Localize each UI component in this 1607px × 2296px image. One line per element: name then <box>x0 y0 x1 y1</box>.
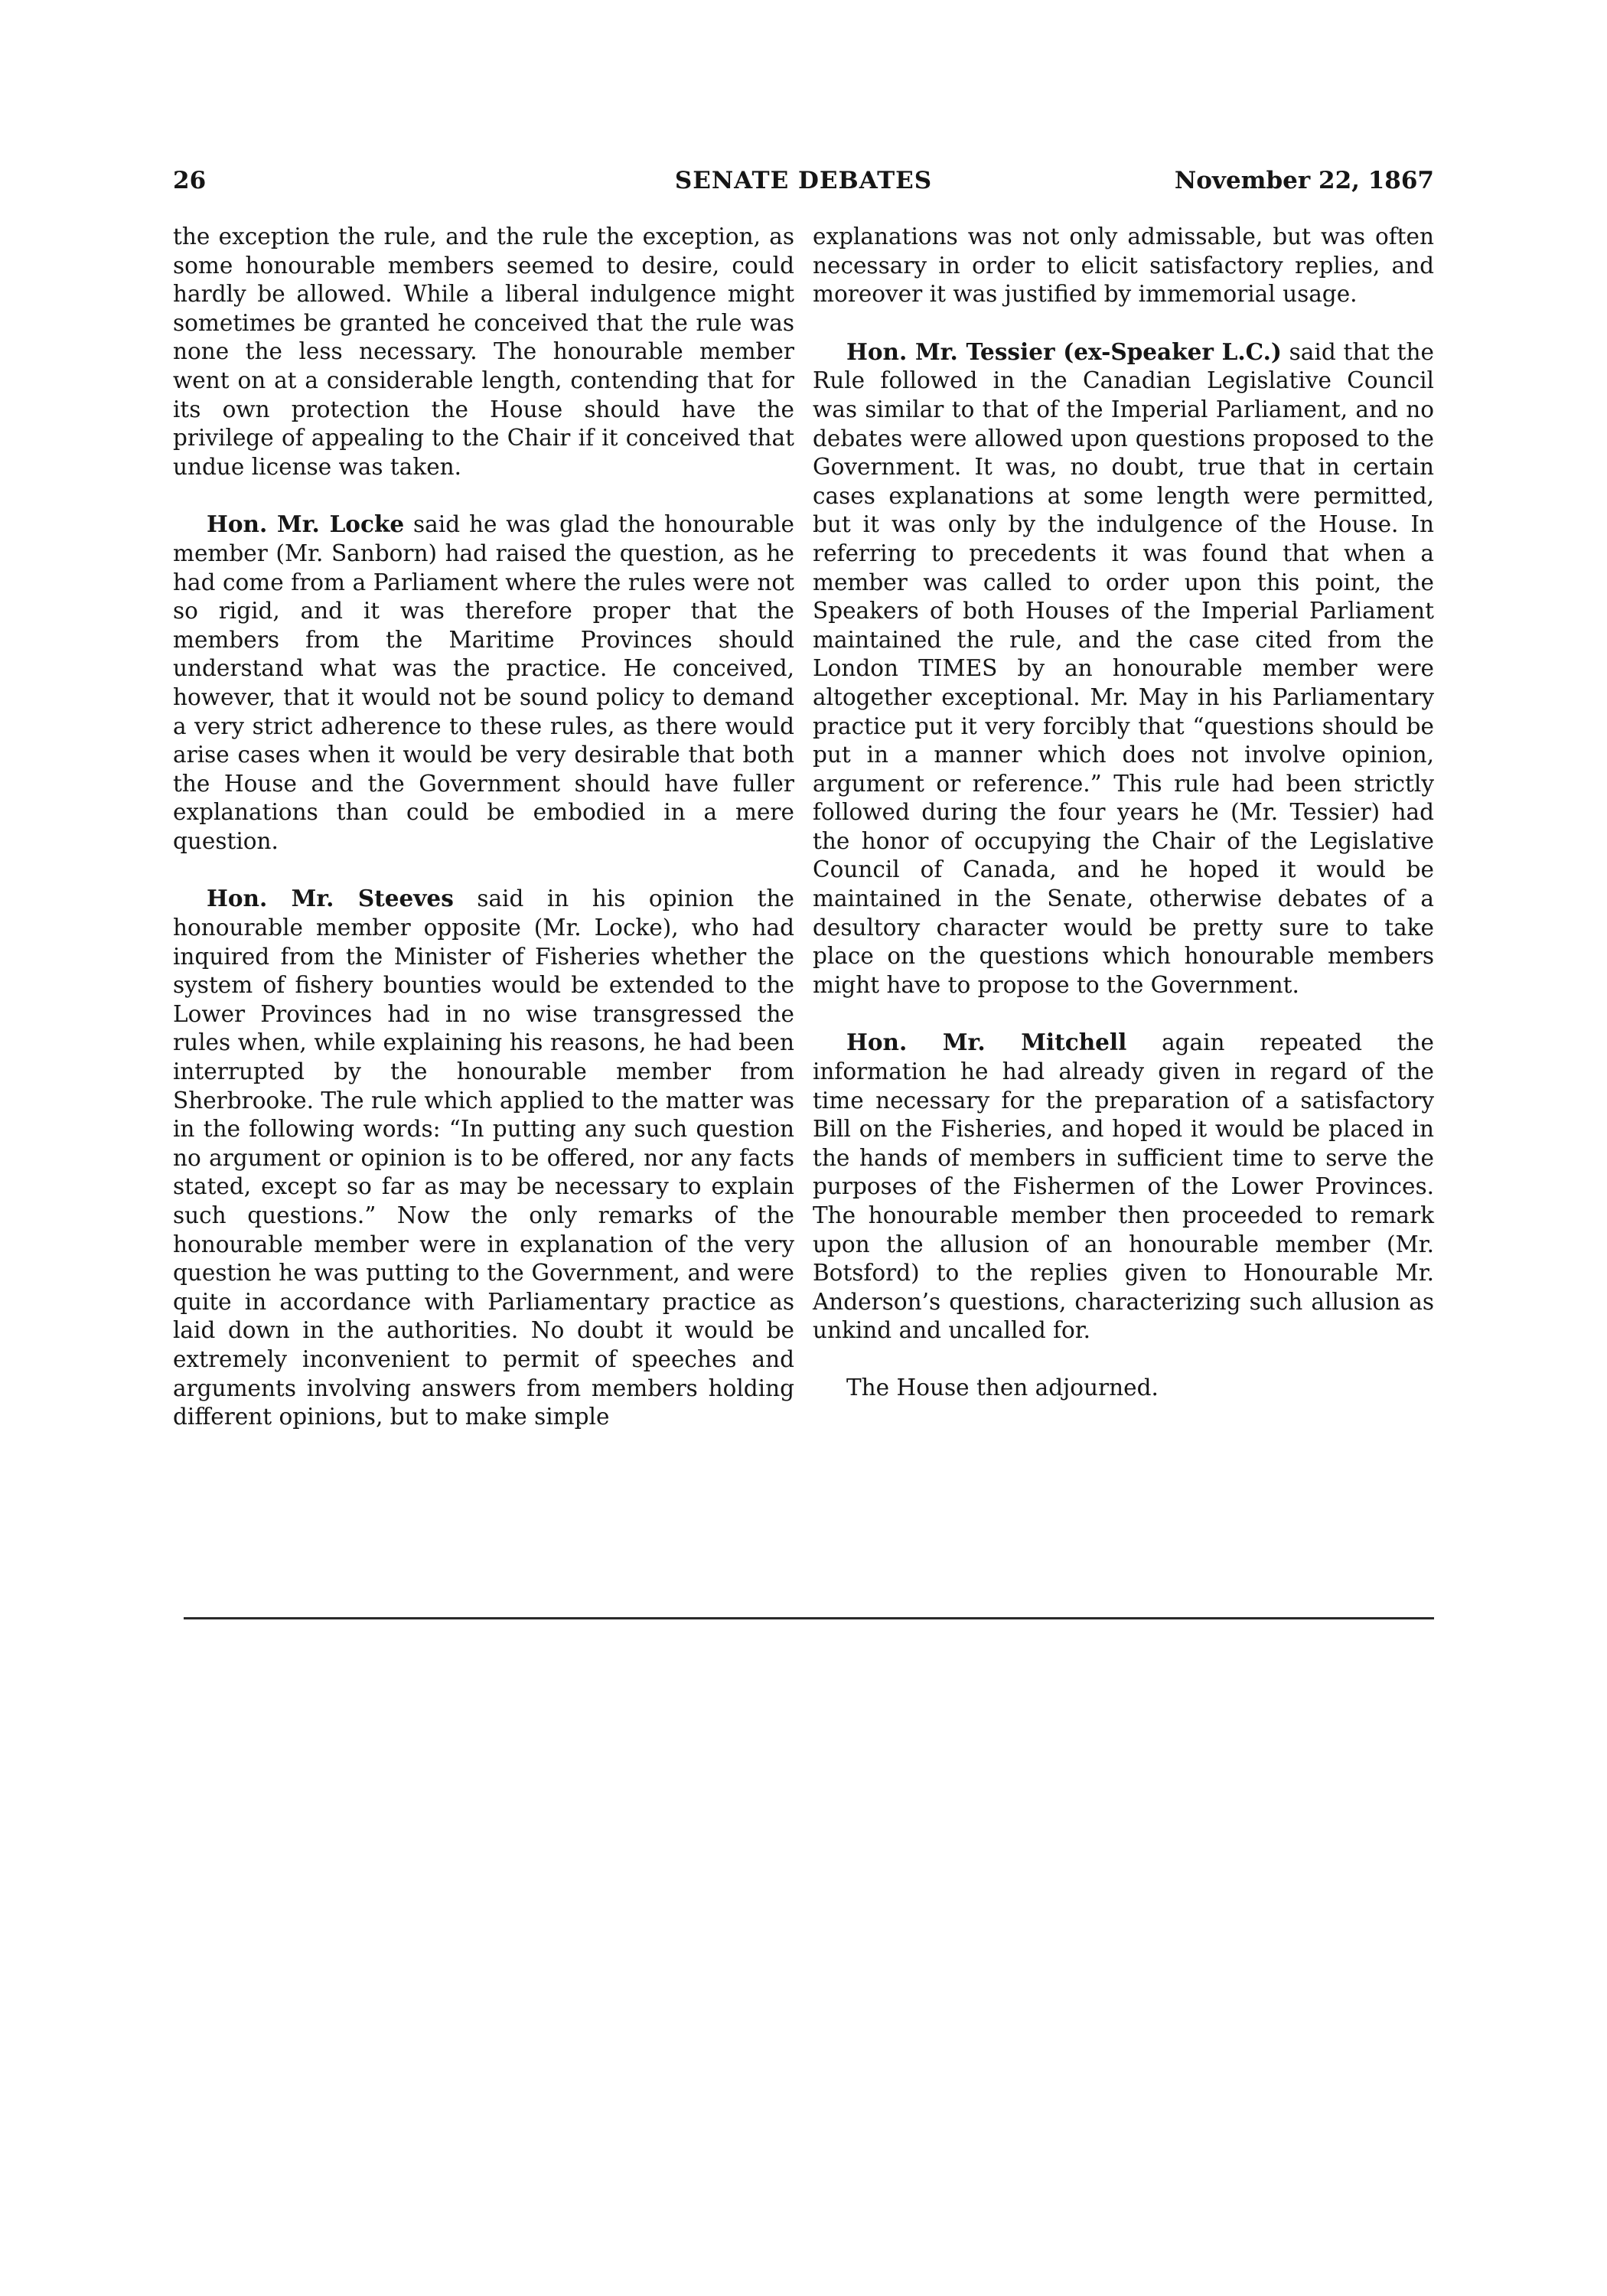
page-header <box>173 167 1434 204</box>
paragraph-locke <box>173 510 794 856</box>
paragraph-adjournment <box>813 1374 1434 1403</box>
paragraph-steeves <box>173 884 794 1431</box>
paragraph-text: explanations was not only admissable, but was often necessary in order to elicit satisfactory replies, and moreover it was justified by immemorial usage. <box>813 223 1434 308</box>
speaker-name: Hon. Mr. Steeves <box>207 885 454 912</box>
paragraph-text: said in his opinion the honourable member opposite (Mr. Locke), who had inquired from the Minister of Fisheries whether the system of fishery bounties would be extended to the Lower Provinces had in no wise transgressed the rules when, while explaining his reasons, he had been interrupted by the honourable member from Sherbrooke. The rule which applied to the matter was in the following words: “In putting any such question no argument or opinion is to be offered, nor any facts stated, except so far as may be necessary to explain such questions.” Now the only remarks of the honourable member were in explanation of the very question he was putting to the Government, and were quite in accordance with Parliamentary practice as laid down in the authorities. No doubt it would be extremely inconvenient to permit of speeches and arguments involving answers from members holding different opinions, but to make simple <box>173 885 794 1430</box>
publication-title: SENATE DEBATES <box>674 167 933 194</box>
paragraph-tessier <box>813 338 1434 1000</box>
paragraph-mitchell <box>813 1028 1434 1345</box>
paragraph-text: said that the Rule followed in the Canadian Legislative Council was similar to that of the Imperial Parliament, and no debates were allowed upon questions proposed to the Government. It was, no doubt, true that in certain cases explanations at some length were permitted, but it was only by the indulgence of the House. In referring to precedents it was found that when a member was called to order upon this point, the Speakers of both Houses of the Imperial Parliament maintained the rule, and the case cited from the London TIMES by an honourable member were altogether exceptional. Mr. May in his Parliamentary practice put it very forcibly that “questions should be put in a manner which does not involve opinion, argument or reference.” This rule had been strictly followed during the four years he (Mr. Tessier) had the honor of occupying the Chair of the Legislative Council of Canada, and he hoped it would be maintained in the Senate, otherwise debates of a desultory character would be pretty sure to take place on the questions which honourable members might have to propose to the Government. <box>813 338 1434 998</box>
left-column <box>173 223 794 1460</box>
page-number: 26 <box>173 167 207 194</box>
paragraph-continuation <box>813 223 1434 309</box>
paragraph-text: again repeated the information he had already given in regard of the time necessary for the preparation of a satisfactory Bill on the Fisheries, and hoped it would be placed in the hands of members in sufficient time to serve the purposes of the Fishermen of the Lower Provinces. The honourable member then proceeded to remark upon the allusion of an honourable member (Mr. Botsford) to the replies given to Honourable Mr. Anderson’s questions, characterizing such allusion as unkind and uncalled for. <box>813 1029 1434 1344</box>
paragraph-text: The House then adjourned. <box>846 1374 1159 1401</box>
right-column <box>813 223 1434 1431</box>
paragraph-text: said he was glad the honourable member (Mr. Sanborn) had raised the question, as he had come from a Parliament where the rules were not so rigid, and it was therefore proper that the members from the Maritime Provinces should understand what was the practice. He conceived, however, that it would not be sound policy to demand a very strict adherence to these rules, as there would arise cases when it would be very desirable that both the House and the Government should have fuller explanations than could be embodied in a mere question. <box>173 511 794 854</box>
paragraph-continuation <box>173 223 794 481</box>
speaker-name: Hon. Mr. Mitchell <box>846 1029 1127 1056</box>
end-rule <box>184 1617 1434 1619</box>
debate-date: November 22, 1867 <box>1174 167 1434 194</box>
speaker-name: Hon. Mr. Tessier (ex-Speaker L.C.) <box>846 338 1282 365</box>
speaker-name: Hon. Mr. Locke <box>207 510 405 538</box>
paragraph-text: the exception the rule, and the rule the exception, as some honourable members seemed to desire, could hardly be allowed. While a liberal indulgence might sometimes be granted he conceived that the rule was none the less necessary. The honourable member went on at a considerable length, contending that for its own protection the House should have the privilege of appealing to the Chair if it conceived that undue license was taken. <box>173 223 794 480</box>
